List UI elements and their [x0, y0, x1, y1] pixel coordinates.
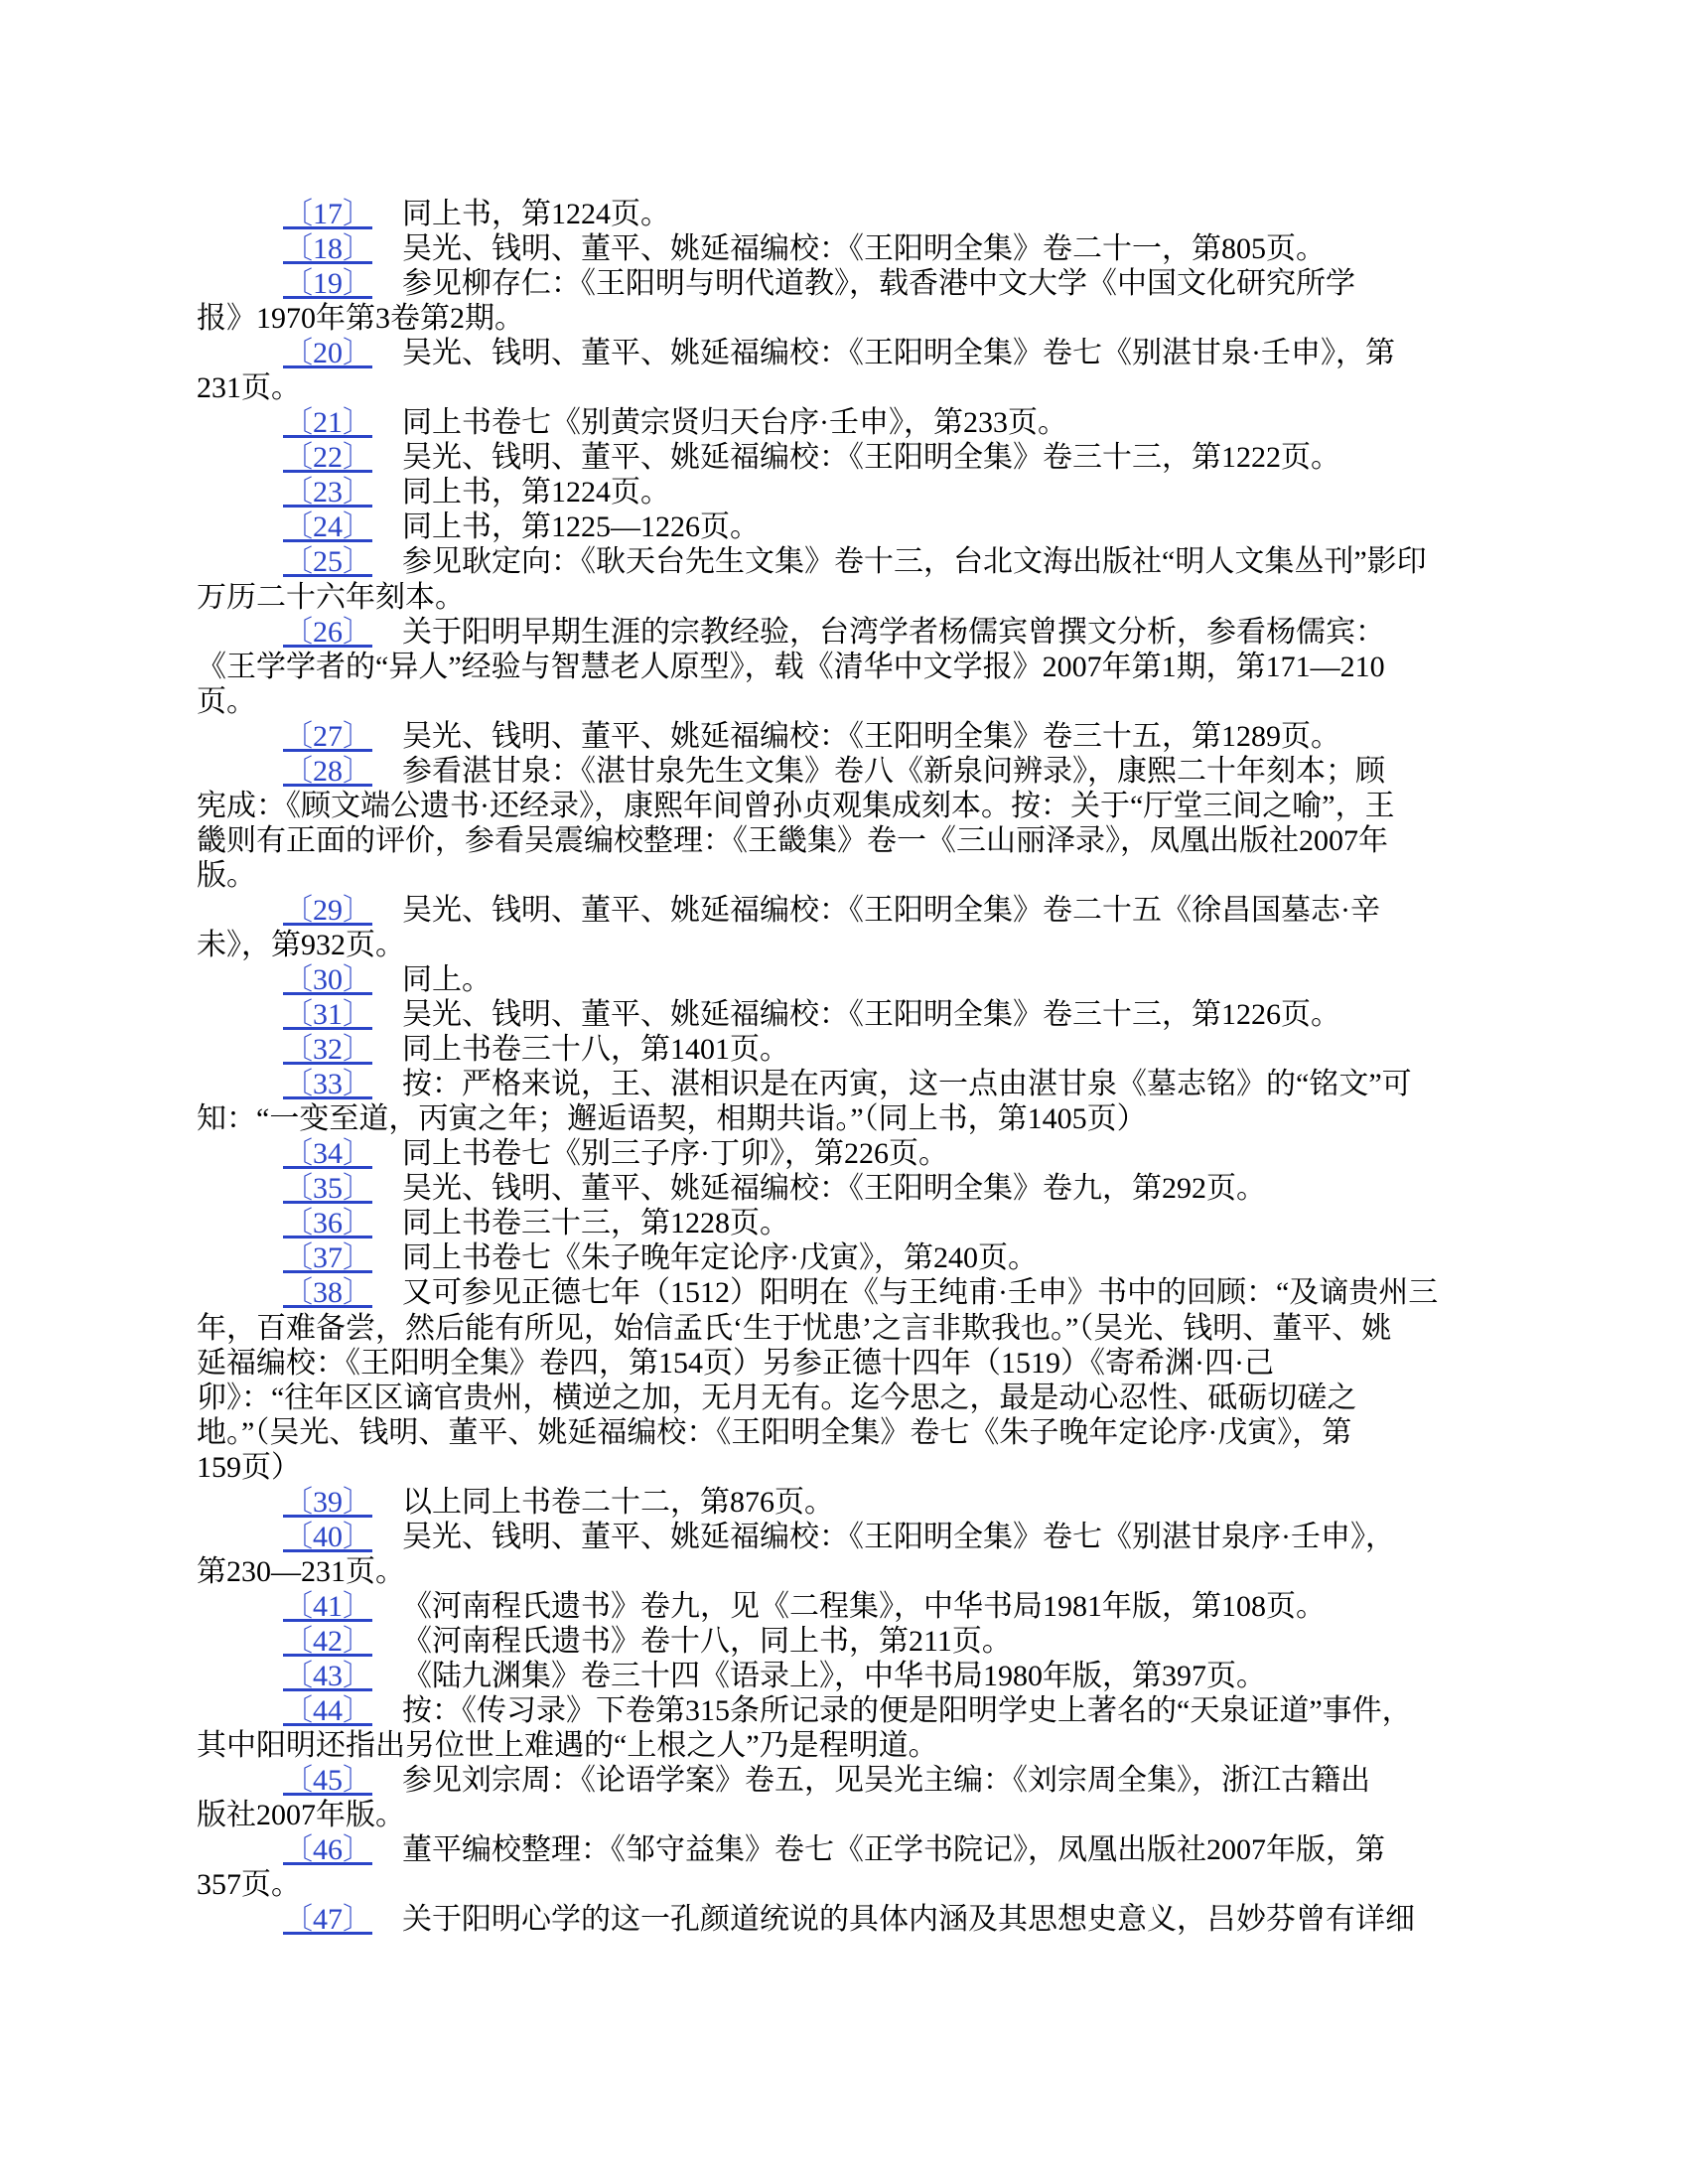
footnote-line: 页。	[197, 684, 256, 718]
footnote-21	[197, 405, 1487, 440]
footnotes-list	[197, 197, 1487, 1937]
footnote-line	[197, 544, 1487, 579]
footnote-text: 参见柳存仁：《王阳明与明代道教》，载香港中文大学《中国文化研究所学	[402, 267, 1355, 301]
footnote-ref-19[interactable]: 〔19〕	[283, 267, 372, 301]
footnote-line: 231页。	[197, 371, 301, 405]
footnote-line	[197, 1589, 1487, 1624]
footnote-text: 同上书卷三十三，第1228页。	[402, 1207, 789, 1240]
footnote-text: 关于阳明早期生涯的宗教经验，台湾学者杨儒宾曾撰文分析，参看杨儒宾：	[402, 615, 1385, 649]
footnote-line	[197, 1520, 1487, 1554]
footnote-line	[197, 1136, 1487, 1171]
footnote-line	[197, 197, 1487, 231]
footnote-ref-47[interactable]: 〔47〕	[283, 1903, 372, 1937]
footnote-ref-25[interactable]: 〔25〕	[283, 545, 372, 579]
footnote-45	[197, 1763, 1487, 1832]
footnote-ref-17[interactable]: 〔17〕	[283, 198, 372, 230]
footnote-line	[197, 1832, 1487, 1867]
footnote-ref-40[interactable]: 〔40〕	[283, 1520, 372, 1553]
footnote-line	[197, 510, 1487, 544]
footnote-26	[197, 615, 1487, 719]
footnote-line	[197, 615, 1487, 650]
footnote-text: 吴光、钱明、董平、姚延福编校：《王阳明全集》卷二十一，第805页。	[402, 232, 1326, 266]
footnote-39	[197, 1485, 1487, 1520]
footnote-text: 《河南程氏遗书》卷十八，同上书，第211页。	[402, 1624, 1012, 1658]
footnote-25	[197, 544, 1487, 614]
footnote-line	[197, 719, 1487, 754]
footnote-ref-37[interactable]: 〔37〕	[283, 1241, 372, 1275]
footnote-line	[197, 266, 1487, 301]
footnote-ref-46[interactable]: 〔46〕	[283, 1833, 372, 1867]
footnote-line: 报》1970年第3卷第2期。	[197, 302, 524, 336]
footnote-47	[197, 1902, 1487, 1937]
footnote-24	[197, 510, 1487, 544]
footnote-text: 同上书卷七《朱子晚年定论序·戊寅》，第240页。	[402, 1241, 1038, 1275]
footnote-ref-32[interactable]: 〔32〕	[283, 1033, 372, 1067]
footnote-text: 董平编校整理：《邹守益集》卷七《正学书院记》，凤凰出版社2007年版，第	[402, 1833, 1385, 1867]
footnote-text: 吴光、钱明、董平、姚延福编校：《王阳明全集》卷三十三，第1226页。	[402, 998, 1340, 1032]
footnote-ref-44[interactable]: 〔44〕	[283, 1694, 372, 1728]
footnote-line: 未》，第932页。	[197, 928, 405, 961]
footnote-36	[197, 1206, 1487, 1240]
footnote-line	[197, 893, 1487, 928]
footnote-22	[197, 440, 1487, 475]
footnote-line	[197, 997, 1487, 1032]
footnote-42	[197, 1624, 1487, 1659]
footnote-ref-33[interactable]: 〔33〕	[283, 1068, 372, 1101]
footnote-text: 《河南程氏遗书》卷九，见《二程集》，中华书局1981年版，第108页。	[402, 1589, 1326, 1623]
footnote-text: 同上书卷三十八，第1401页。	[402, 1033, 789, 1067]
footnote-ref-45[interactable]: 〔45〕	[283, 1764, 372, 1798]
footnote-18	[197, 231, 1487, 266]
footnote-ref-20[interactable]: 〔20〕	[283, 337, 372, 370]
footnote-17	[197, 197, 1487, 231]
footnote-text: 吴光、钱明、董平、姚延福编校：《王阳明全集》卷七《别湛甘泉序·壬申》，	[402, 1520, 1395, 1553]
footnote-ref-41[interactable]: 〔41〕	[283, 1589, 372, 1623]
footnote-ref-39[interactable]: 〔39〕	[283, 1485, 372, 1519]
footnote-37	[197, 1240, 1487, 1275]
footnote-text: 《陆九渊集》卷三十四《语录上》，中华书局1980年版，第397页。	[402, 1659, 1266, 1692]
footnote-line: 159页）	[197, 1450, 301, 1484]
footnote-38	[197, 1275, 1487, 1484]
footnote-ref-38[interactable]: 〔38〕	[283, 1276, 372, 1310]
footnote-ref-36[interactable]: 〔36〕	[283, 1207, 372, 1240]
footnote-line	[197, 1275, 1487, 1310]
footnote-text: 按：《传习录》下卷第315条所记录的便是阳明学史上著名的“天泉证道”事件，	[402, 1694, 1412, 1728]
footnote-text: 同上书卷七《别三子序·丁卯》，第226页。	[402, 1137, 948, 1171]
footnote-line	[197, 1624, 1487, 1659]
footnote-text: 同上书卷七《别黄宗贤归天台序·壬申》，第233页。	[402, 406, 1067, 440]
footnote-line: 万历二十六年刻本。	[197, 580, 465, 614]
footnote-text: 同上书，第1225—1226页。	[402, 510, 760, 544]
footnote-line	[197, 1693, 1487, 1728]
footnote-text: 参看湛甘泉：《湛甘泉先生文集》卷八《新泉问辨录》，康熙二十年刻本；顾	[402, 754, 1385, 788]
footnote-line	[197, 440, 1487, 475]
footnote-text: 吴光、钱明、董平、姚延福编校：《王阳明全集》卷九，第292页。	[402, 1172, 1266, 1206]
footnote-ref-27[interactable]: 〔27〕	[283, 719, 372, 753]
footnote-ref-21[interactable]: 〔21〕	[283, 406, 372, 440]
footnote-34	[197, 1136, 1487, 1171]
footnote-text: 以上同上书卷二十二，第876页。	[402, 1485, 834, 1519]
footnote-line: 地。”（吴光、钱明、董平、姚延福编校：《王阳明全集》卷七《朱子晚年定论序·戊寅》，第	[197, 1415, 1352, 1449]
footnote-line	[197, 405, 1487, 440]
footnote-ref-29[interactable]: 〔29〕	[283, 893, 372, 927]
footnote-20	[197, 336, 1487, 405]
footnote-line	[197, 754, 1487, 789]
footnote-line	[197, 475, 1487, 510]
footnote-line: 第230—231页。	[197, 1554, 405, 1588]
footnote-46	[197, 1832, 1487, 1902]
footnote-line	[197, 1171, 1487, 1206]
footnote-line: 延福编校：《王阳明全集》卷四，第154页）另参正德十四年（1519）《寄希渊·四·己	[197, 1346, 1274, 1380]
footnote-28	[197, 754, 1487, 893]
footnote-text: 同上书，第1224页。	[402, 198, 670, 230]
footnote-line	[197, 1032, 1487, 1067]
footnote-ref-35[interactable]: 〔35〕	[283, 1172, 372, 1206]
footnote-line: 《王学学者的“异人”经验与智慧老人原型》，载《清华中文学报》2007年第1期，第171—210	[197, 650, 1385, 683]
footnote-line	[197, 1659, 1487, 1693]
footnote-ref-34[interactable]: 〔34〕	[283, 1137, 372, 1171]
footnote-ref-42[interactable]: 〔42〕	[283, 1624, 372, 1658]
footnote-line	[197, 1206, 1487, 1240]
footnote-line	[197, 336, 1487, 370]
footnote-text: 同上。	[402, 963, 492, 997]
footnote-line	[197, 1763, 1487, 1798]
footnote-32	[197, 1032, 1487, 1067]
footnote-43	[197, 1659, 1487, 1693]
footnote-line: 畿则有正面的评价，参看吴震编校整理：《王畿集》卷一《三山丽泽录》，凤凰出版社2007年	[197, 823, 1388, 857]
footnote-line: 卯》：“往年区区谪官贵州，横逆之加，无月无有。迄今思之，最是动心忍性、砥砺切磋之	[197, 1381, 1357, 1414]
footnote-text: 吴光、钱明、董平、姚延福编校：《王阳明全集》卷三十三，第1222页。	[402, 441, 1340, 475]
footnote-text: 同上书，第1224页。	[402, 476, 670, 510]
footnote-text: 又可参见正德七年（1512）阳明在《与王纯甫·壬申》书中的回顾：“及谪贵州三	[402, 1276, 1439, 1310]
footnote-44	[197, 1693, 1487, 1763]
footnote-40	[197, 1520, 1487, 1589]
footnote-text: 参见耿定向：《耿天台先生文集》卷十三，台北文海出版社“明人文集丛刊”影印	[402, 545, 1427, 579]
footnote-line	[197, 231, 1487, 266]
footnote-ref-43[interactable]: 〔43〕	[283, 1659, 372, 1692]
footnote-ref-18[interactable]: 〔18〕	[283, 232, 372, 266]
footnote-text: 吴光、钱明、董平、姚延福编校：《王阳明全集》卷二十五《徐昌国墓志·辛	[402, 893, 1380, 927]
footnote-line: 其中阳明还指出另位世上难遇的“上根之人”乃是程明道。	[197, 1729, 938, 1763]
footnote-line	[197, 962, 1487, 997]
footnote-ref-26[interactable]: 〔26〕	[283, 615, 372, 649]
footnote-33	[197, 1067, 1487, 1136]
footnote-line	[197, 1067, 1487, 1101]
footnote-line: 357页。	[197, 1868, 301, 1902]
footnote-ref-22[interactable]: 〔22〕	[283, 441, 372, 475]
footnote-31	[197, 997, 1487, 1032]
footnote-text: 关于阳明心学的这一孔颜道统说的具体内涵及其思想史意义，吕妙芬曾有详细	[402, 1903, 1415, 1937]
footnote-35	[197, 1171, 1487, 1206]
footnote-line	[197, 1902, 1487, 1937]
footnote-line: 宪成：《顾文端公遗书·还经录》，康熙年间曾孙贞观集成刻本。按：关于“厅堂三间之喻”，王	[197, 789, 1395, 822]
footnote-ref-28[interactable]: 〔28〕	[283, 754, 372, 788]
footnote-ref-30[interactable]: 〔30〕	[283, 963, 372, 997]
footnote-ref-31[interactable]: 〔31〕	[283, 998, 372, 1032]
footnote-line: 年，百难备尝，然后能有所见，始信孟氏‘生于忧患’之言非欺我也。”（吴光、钱明、董平、姚	[197, 1311, 1392, 1345]
footnote-19	[197, 266, 1487, 336]
footnote-text: 吴光、钱明、董平、姚延福编校：《王阳明全集》卷三十五，第1289页。	[402, 719, 1340, 753]
footnote-ref-23[interactable]: 〔23〕	[283, 476, 372, 510]
footnote-27	[197, 719, 1487, 754]
footnote-ref-24[interactable]: 〔24〕	[283, 510, 372, 544]
footnote-line: 版。	[197, 858, 256, 892]
footnote-text: 吴光、钱明、董平、姚延福编校：《王阳明全集》卷七《别湛甘泉·壬申》，第	[402, 337, 1395, 370]
footnote-23	[197, 475, 1487, 510]
footnote-line: 版社2007年版。	[197, 1799, 405, 1832]
footnote-line: 知：“一变至道，丙寅之年；邂逅语契，相期共诣。”（同上书，第1405页）	[197, 1102, 1147, 1136]
footnote-29	[197, 893, 1487, 962]
footnote-line	[197, 1485, 1487, 1520]
footnote-41	[197, 1589, 1487, 1624]
footnote-text: 按：严格来说，王、湛相识是在丙寅，这一点由湛甘泉《墓志铭》的“铭文”可	[402, 1068, 1412, 1101]
footnote-line	[197, 1240, 1487, 1275]
footnote-text: 参见刘宗周：《论语学案》卷五，见吴光主编：《刘宗周全集》，浙江古籍出	[402, 1764, 1370, 1798]
footnote-30	[197, 962, 1487, 997]
